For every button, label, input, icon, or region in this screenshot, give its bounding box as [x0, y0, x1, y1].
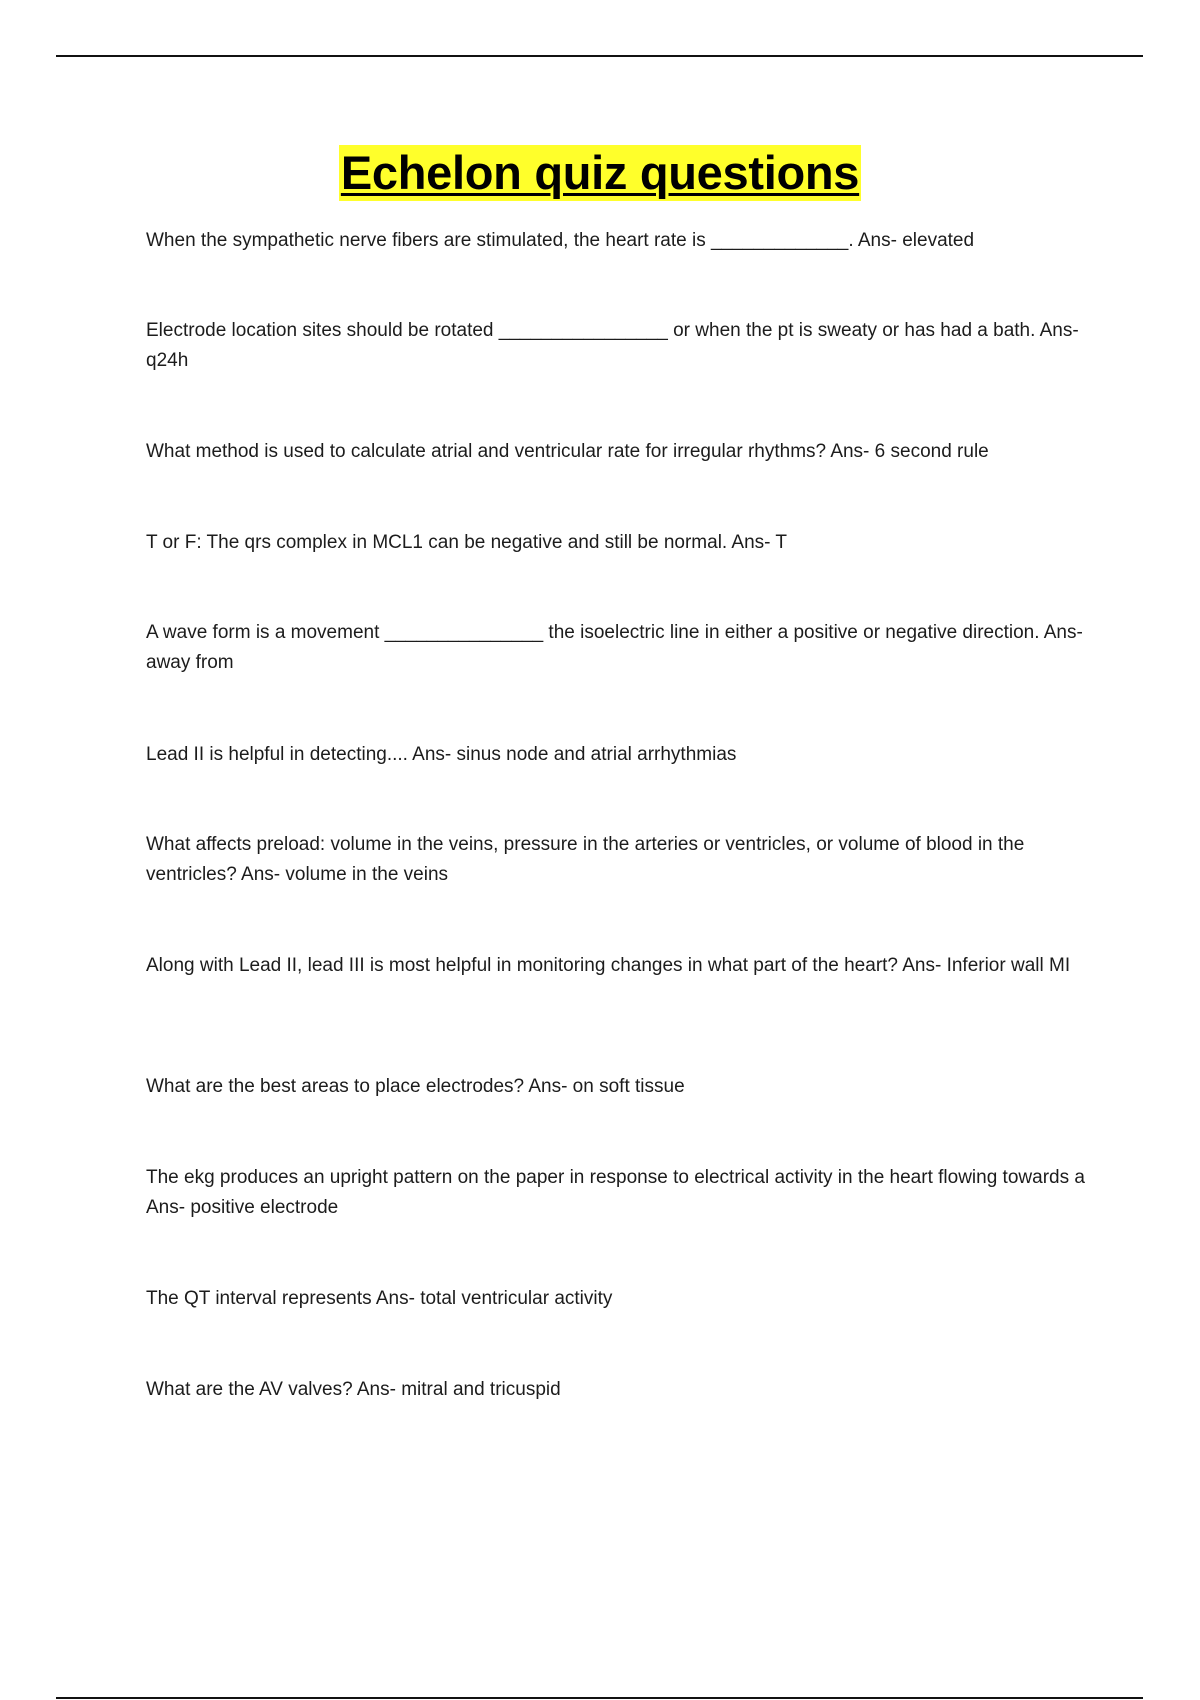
question-item: The QT interval represents Ans- total ventricular activity — [146, 1288, 613, 1309]
top-rule — [56, 55, 1143, 57]
page-title: Echelon quiz questions — [340, 146, 860, 199]
question-item: What are the best areas to place electrodes? Ans- on soft tissue — [146, 1076, 685, 1097]
question-item: Lead II is helpful in detecting.... Ans- sinus node and atrial arrhythmias — [146, 744, 737, 765]
bottom-rule — [56, 1697, 1143, 1699]
question-item: When the sympathetic nerve fibers are stimulated, the heart rate is _____________. Ans- elevated — [146, 230, 975, 251]
title-container — [0, 145, 1200, 201]
question-item: What are the AV valves? Ans- mitral and tricuspid — [146, 1379, 561, 1400]
question-item: The ekg produces an upright pattern on the paper in response to electrical activity in the heart flowing towards a Ans- positive electrode — [146, 1167, 1085, 1218]
question-item: What affects preload: volume in the veins, pressure in the arteries or ventricles, or volume of blood in the ventricles? Ans- volume in the veins — [146, 834, 1025, 885]
question-item: Along with Lead II, lead III is most helpful in monitoring changes in what part of the heart? Ans- Inferior wall MI — [146, 955, 1071, 976]
question-item: A wave form is a movement _______________ the isoelectric line in either a positive or negative direction. Ans- away from — [146, 622, 1083, 673]
question-item: What method is used to calculate atrial and ventricular rate for irregular rhythms? Ans- 6 second rule — [146, 441, 989, 462]
question-item: T or F: The qrs complex in MCL1 can be negative and still be normal. Ans- T — [146, 532, 788, 553]
question-item: Electrode location sites should be rotated ________________ or when the pt is sweaty or has had a bath. Ans- q24h — [146, 320, 1079, 371]
